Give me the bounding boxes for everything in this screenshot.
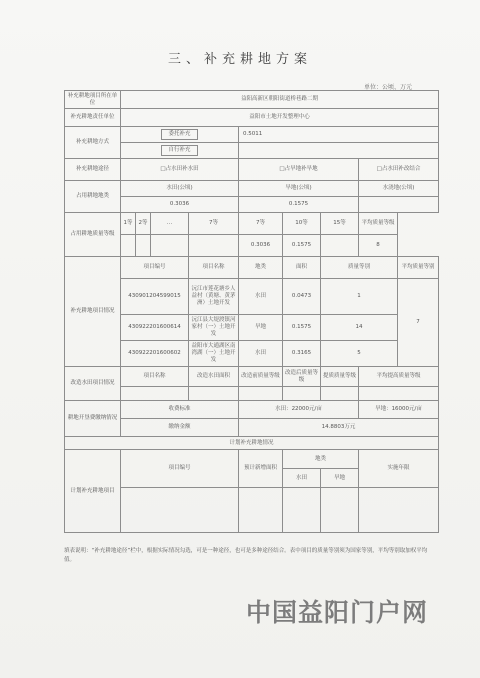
project-row — [65, 315, 439, 341]
cost-amount-value: 14.8803万元 — [239, 419, 439, 437]
row-method-2 — [65, 143, 439, 159]
method-value-1: 0.5011 — [239, 127, 439, 143]
cost-fee-paddy: 水田：22000元/亩 — [239, 401, 359, 419]
projects-head-avg: 平均质量等别 — [398, 257, 439, 279]
projects-head-grade: 质量等别 — [321, 257, 398, 279]
occupied-value-paddy: 0.3036 — [121, 197, 239, 213]
row-method-1 — [65, 127, 439, 143]
grade-value — [321, 235, 359, 257]
grade-value — [151, 235, 189, 257]
project-grade: 1 — [321, 279, 398, 315]
plan-head-paddy: 水田 — [283, 469, 321, 488]
project-name: 沅江市莲花塘乡人益村（黄塘、黄茅洲）土地开发 — [189, 279, 239, 315]
projects-head-name: 项目名称 — [189, 257, 239, 279]
plan-head-type: 地类 — [283, 450, 359, 469]
project-grade: 5 — [321, 341, 398, 367]
label-supplier: 补充耕地责任单位 — [65, 109, 121, 127]
improve-head: 改造前质量等级 — [239, 367, 283, 387]
label-plan: 计划补充耕地项目 — [65, 450, 121, 533]
project-area: 0.3165 — [283, 341, 321, 367]
grade-head: 7等 — [189, 213, 239, 235]
farmland-plan-table — [64, 90, 439, 533]
label-method: 补充耕地方式 — [65, 127, 121, 159]
projects-head-code: 项目编号 — [121, 257, 189, 279]
grade-head: 2等 — [136, 213, 151, 235]
row-cost-amount — [65, 419, 439, 437]
project-type: 水田 — [239, 341, 283, 367]
project-area: 0.1575 — [283, 315, 321, 341]
improve-head: 改造后质量等级 — [283, 367, 321, 387]
row-supplier — [65, 109, 439, 127]
project-row — [65, 279, 439, 315]
value-project-name: 益阳高新区朝阳街道桥巷路二期 — [121, 91, 439, 109]
grade-value — [121, 235, 136, 257]
project-code: 430922201600602 — [121, 341, 189, 367]
grade-head: 7等 — [239, 213, 283, 235]
row-plan-head — [65, 450, 439, 469]
method-option-2: 自行补充 — [121, 143, 239, 159]
improve-head: 平均提高质量等级 — [359, 367, 439, 387]
label-projects: 补充耕地项目情况 — [65, 257, 121, 367]
method-value-2 — [239, 143, 439, 159]
row-occupied-values — [65, 197, 439, 213]
grade-head: 10等 — [283, 213, 321, 235]
label-cost: 耕地开垦费缴纳情况 — [65, 401, 121, 437]
plan-head-code: 项目编号 — [121, 450, 239, 488]
occupied-head-dry: 旱地(公顷) — [239, 181, 359, 197]
project-code: 430901204599015 — [121, 279, 189, 315]
project-name: 沅江县大堤渡镇河家村（一）土地开发 — [189, 315, 239, 341]
label-path: 补充耕地途径 — [65, 159, 121, 181]
projects-head-area: 面积 — [283, 257, 321, 279]
improve-head: 提质质量等级 — [321, 367, 359, 387]
grade-value: 8 — [359, 235, 398, 257]
path-option-1: □占水田补水田 — [121, 159, 239, 181]
occupied-head-irrigated: 水浇地(公顷) — [359, 181, 439, 197]
improve-head: 改造水田面积 — [189, 367, 239, 387]
project-type: 旱地 — [239, 315, 283, 341]
projects-head-type: 地类 — [239, 257, 283, 279]
row-plan-empty — [65, 488, 439, 533]
row-grade-head — [65, 213, 439, 235]
row-projects-head — [65, 257, 439, 279]
row-occupied-head — [65, 181, 439, 197]
path-option-2: □占旱地补旱地 — [239, 159, 359, 181]
grade-value — [189, 235, 239, 257]
site-watermark: 中国益阳门户网 — [246, 598, 429, 627]
projects-avg-grade: 7 — [398, 279, 439, 367]
row-improve-head — [65, 367, 439, 387]
path-option-3: □占水田补改结合 — [359, 159, 439, 181]
project-name: 益阳市大通湖区南湾湖（一）土地开发 — [189, 341, 239, 367]
footnote: 填表说明：“补充耕地途径”栏中，根据实际情况勾选，可是一种途径，也可是多种途径结合。表中项目的质量等别须为国家等别，平均等别取加权平均值。 — [64, 548, 428, 564]
value-supplier: 益阳市土地开发整理中心 — [121, 109, 439, 127]
grade-value: 0.1575 — [283, 235, 321, 257]
project-code: 430922201600614 — [121, 315, 189, 341]
grade-head: 1等 — [121, 213, 136, 235]
row-project-name — [65, 91, 439, 109]
project-grade: 14 — [321, 315, 398, 341]
plan-section-title: 计划补充耕地情况 — [65, 437, 439, 450]
row-path — [65, 159, 439, 181]
cost-fee-dry: 旱地：16000元/亩 — [359, 401, 439, 419]
label-grade: 占用耕地质量等级 — [65, 213, 121, 257]
grade-value: 0.3036 — [239, 235, 283, 257]
grade-head: … — [151, 213, 189, 235]
improve-head: 项目名称 — [121, 367, 189, 387]
unit-note: 单位：公顷、万元 — [363, 84, 412, 91]
cost-fee-label: 收费标准 — [121, 401, 239, 419]
plan-head-years: 实施年限 — [359, 450, 439, 488]
label-improve: 改造水田项目情况 — [65, 367, 121, 401]
occupied-head-paddy: 水田(公顷) — [121, 181, 239, 197]
project-type: 水田 — [239, 279, 283, 315]
occupied-value-dry: 0.1575 — [239, 197, 359, 213]
occupied-value-irrigated — [359, 197, 439, 213]
project-area: 0.0473 — [283, 279, 321, 315]
plan-head-area: 预计新增面积 — [239, 450, 283, 488]
plan-head-dry: 旱地 — [321, 469, 359, 488]
row-improve-empty — [65, 387, 439, 401]
row-plan-section — [65, 437, 439, 450]
row-cost-fee — [65, 401, 439, 419]
label-project-name: 补充耕地项目所在单位 — [65, 91, 121, 109]
grade-value — [136, 235, 151, 257]
grade-head: 平均质量等级 — [359, 213, 398, 235]
project-row — [65, 341, 439, 367]
method-option-1: 委托补充 — [121, 127, 239, 143]
grade-head: 15等 — [321, 213, 359, 235]
label-occupied: 占用耕地地类 — [65, 181, 121, 213]
row-grade-values — [65, 235, 439, 257]
cost-amount-label: 缴纳金额 — [121, 419, 239, 437]
document-title: 三、补充耕地方案 — [167, 52, 312, 67]
